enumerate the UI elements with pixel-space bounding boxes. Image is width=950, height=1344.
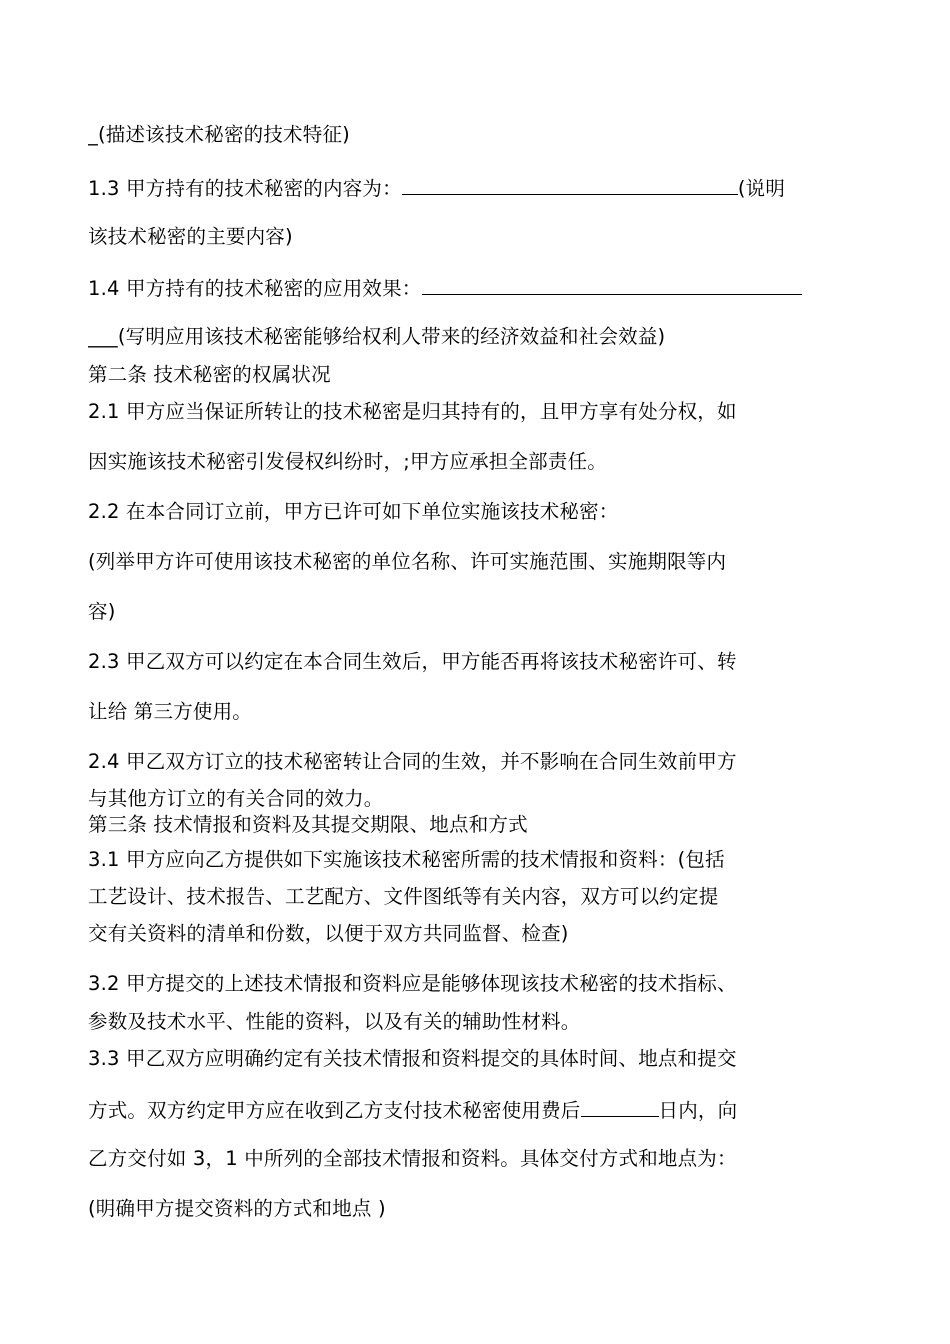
text-line <box>88 921 868 947</box>
text-line <box>88 786 868 812</box>
fill-blank <box>581 1096 659 1117</box>
text-line <box>88 499 868 525</box>
line-text: 3.2 甲方提交的上述技术情报和资料应是能够体现该技术秘密的技术指标、 <box>88 972 737 995</box>
line-text: 容) <box>88 600 116 623</box>
line-text: 2.3 甲乙双方可以约定在本合同生效后，甲方能否再将该技术秘密许可、转 <box>88 650 737 673</box>
line-text: 日内，向 <box>658 1099 738 1122</box>
line-text: 工艺设计、技术报告、工艺配方、文件图纸等有关内容，双方可以约定提 <box>88 885 719 908</box>
text-line <box>88 847 868 873</box>
line-text: 2.1 甲方应当保证所转让的技术秘密是归其持有的，且甲方享有处分权，如 <box>88 400 737 423</box>
line-text: 乙方交付如 3，1 中所列的全部技术情报和资料。具体交付方式和地点为： <box>88 1147 737 1170</box>
text-line <box>88 122 868 148</box>
text-line <box>88 749 868 775</box>
text-line <box>88 274 868 302</box>
text-line <box>88 324 868 350</box>
line-text: 1.3 甲方持有的技术秘密的内容为： <box>88 177 402 200</box>
text-line <box>88 399 868 425</box>
line-text: (说明 <box>737 177 786 200</box>
line-text: 与其他方订立的有关合同的效力。 <box>88 787 384 810</box>
text-line <box>88 649 868 675</box>
line-text: 第三条 技术情报和资料及其提交期限、地点和方式 <box>88 813 528 836</box>
line-text: 1.4 甲方持有的技术秘密的应用效果： <box>88 277 422 300</box>
fill-blank <box>402 174 738 195</box>
text-line <box>88 1046 868 1072</box>
line-text: 2.2 在本合同订立前，甲方已许可如下单位实施该技术秘密： <box>88 500 619 523</box>
section-heading <box>88 812 868 838</box>
line-text: (列举甲方许可使用该技术秘密的单位名称、许可实施范围、实施期限等内 <box>88 550 727 573</box>
line-text: 因实施该技术秘密引发侵权纠纷时，;甲方应承担全部责任。 <box>88 450 607 473</box>
text-line <box>88 224 868 250</box>
text-line <box>88 549 868 575</box>
text-line <box>88 1096 868 1124</box>
line-text: ___(写明应用该技术秘密能够给权利人带来的经济效益和社会效益) <box>88 325 666 348</box>
text-line <box>88 599 868 625</box>
line-text: (明确甲方提交资料的方式和地点 ) <box>88 1197 386 1220</box>
line-text: _(描述该技术秘密的技术特征) <box>88 123 350 146</box>
line-text: 该技术秘密的主要内容) <box>88 225 293 248</box>
line-text: 参数及技术水平、性能的资料，以及有关的辅助性材料。 <box>88 1010 581 1033</box>
text-line <box>88 449 868 475</box>
line-text: 让给 第三方使用。 <box>88 700 252 723</box>
section-heading <box>88 362 868 388</box>
line-text: 3.3 甲乙双方应明确约定有关技术情报和资料提交的具体时间、地点和提交 <box>88 1047 737 1070</box>
fill-blank <box>422 274 802 295</box>
text-line <box>88 174 868 202</box>
line-text: 3.1 甲方应向乙方提供如下实施该技术秘密所需的技术情报和资料：(包括 <box>88 848 725 871</box>
line-text: 交有关资料的清单和份数，以便于双方共同监督、检查) <box>88 922 569 945</box>
text-line <box>88 699 868 725</box>
text-line <box>88 884 868 910</box>
line-text: 2.4 甲乙双方订立的技术秘密转让合同的生效，并不影响在合同生效前甲方 <box>88 750 737 773</box>
text-line <box>88 1196 868 1222</box>
text-line <box>88 1009 868 1035</box>
text-line <box>88 1146 868 1172</box>
text-line <box>88 971 868 997</box>
line-text: 方式。双方约定甲方应在收到乙方支付技术秘密使用费后 <box>88 1099 581 1122</box>
line-text: 第二条 技术秘密的权属状况 <box>88 363 331 386</box>
